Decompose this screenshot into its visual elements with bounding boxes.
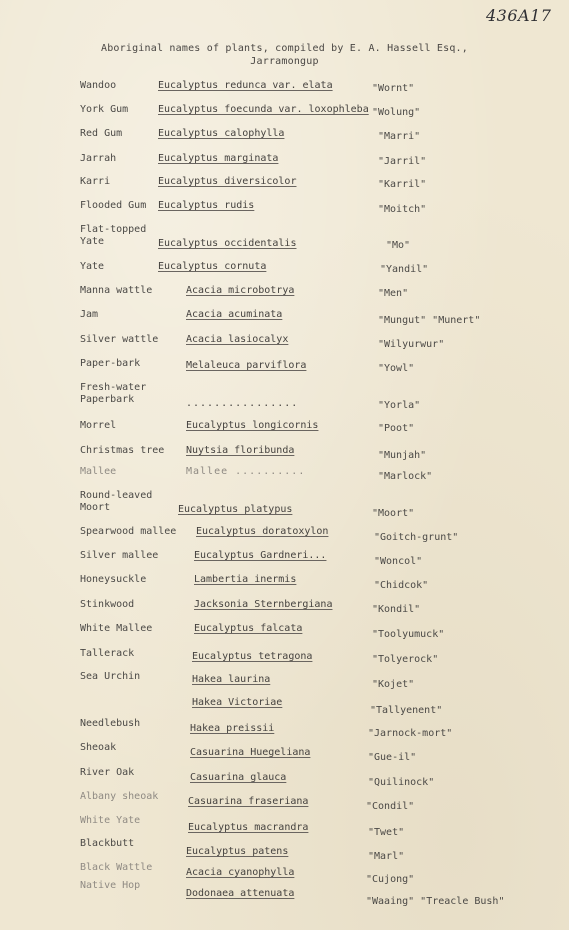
plant-row (0, 880, 569, 906)
common-name: Jarrah (80, 153, 117, 164)
common-name: Blackbutt (80, 838, 135, 849)
common-name: Black Wattle (80, 862, 153, 873)
aboriginal-name: "Munjah" (378, 450, 427, 461)
aboriginal-name: "Kojet" (372, 679, 415, 690)
aboriginal-name: "Woncol" (374, 556, 423, 567)
plant-row (0, 200, 569, 226)
botanical-name: Casuarina Huegeliana (190, 747, 311, 758)
common-name: Manna wattle (80, 285, 153, 296)
common-name: Flooded Gum (80, 200, 147, 211)
plant-row (0, 838, 569, 864)
botanical-name: Casuarina glauca (190, 772, 287, 783)
botanical-name: Hakea Victoriae (192, 697, 283, 708)
title-line-1: Aboriginal names of plants, compiled by E. A. Hassell Esq., (100, 43, 468, 54)
plant-row (0, 80, 569, 106)
aboriginal-name: "Jarril" (378, 156, 427, 167)
botanical-name: Nuytsia floribunda (186, 445, 295, 456)
plant-row (0, 671, 569, 697)
botanical-name: Acacia cyanophylla (186, 867, 295, 878)
aboriginal-name: "Chidcok" (374, 580, 429, 591)
aboriginal-name: "Marri" (378, 131, 421, 142)
plant-row (0, 490, 569, 522)
plant-row (0, 420, 569, 446)
botanical-name: Lambertia inermis (194, 574, 297, 585)
aboriginal-name: "Goitch-grunt" (374, 532, 459, 543)
botanical-name: Acacia microbotrya (186, 285, 295, 296)
common-name: Red Gum (80, 128, 123, 139)
common-name: Flat-topped Yate (80, 224, 147, 247)
common-name: Stinkwood (80, 599, 135, 610)
plant-row (0, 466, 569, 492)
aboriginal-name: "Waaing" "Treacle Bush" (366, 896, 505, 907)
aboriginal-name: "Tolyerock" (372, 654, 439, 665)
aboriginal-name: "Wolung" (372, 107, 421, 118)
common-name: Sea Urchin (80, 671, 141, 682)
common-name: River Oak (80, 767, 135, 778)
plant-row (0, 334, 569, 360)
plant-row (0, 574, 569, 600)
title-line-2: Jarramongup (250, 56, 319, 67)
plant-row (0, 599, 569, 625)
aboriginal-name: "Toolyumuck" (372, 629, 445, 640)
aboriginal-name: "Wilyurwur" (378, 339, 445, 350)
plant-row (0, 623, 569, 649)
common-name: Yate (80, 261, 105, 272)
common-name: Wandoo (80, 80, 117, 91)
botanical-name: Eucalyptus marginata (158, 153, 279, 164)
aboriginal-name: "Twet" (368, 827, 405, 838)
aboriginal-name: "Quilinock" (368, 777, 435, 788)
aboriginal-name: "Yorla" (378, 400, 421, 411)
botanical-name: Eucalyptus occidentalis (158, 238, 297, 249)
archive-reference-number: 436A17 (486, 6, 552, 25)
plant-row (0, 285, 569, 311)
botanical-name: Eucalyptus doratoxylon (196, 526, 329, 537)
aboriginal-name: "Marlock" (378, 471, 433, 482)
aboriginal-name: "Yowl" (378, 363, 415, 374)
botanical-name: Mallee .......... (186, 466, 306, 477)
aboriginal-name: "Cujong" (366, 874, 415, 885)
common-name: Jam (80, 309, 99, 320)
aboriginal-name: "Wornt" (372, 83, 415, 94)
plant-row (0, 128, 569, 154)
aboriginal-name: "Moort" (372, 508, 415, 519)
aboriginal-name: "Mo" (386, 240, 411, 251)
aboriginal-name: "Condil" (366, 801, 415, 812)
botanical-name: Eucalyptus patens (186, 846, 289, 857)
aboriginal-name: "Gue-il" (368, 752, 417, 763)
common-name: Native Hop (80, 880, 141, 891)
plant-row (0, 224, 569, 258)
plant-row (0, 718, 569, 744)
common-name: York Gum (80, 104, 129, 115)
botanical-name: Jacksonia Sternbergiana (194, 599, 333, 610)
botanical-name: Acacia acuminata (186, 309, 283, 320)
common-name: Honeysuckle (80, 574, 147, 585)
common-name: Paper-bark (80, 358, 141, 369)
common-name: Silver wattle (80, 334, 159, 345)
common-name: Tallerack (80, 648, 135, 659)
botanical-name: Eucalyptus calophylla (158, 128, 285, 139)
botanical-name: Dodonaea attenuata (186, 888, 295, 899)
botanical-name: Eucalyptus foecunda var. loxophleba (158, 104, 369, 115)
aboriginal-name: "Yandil" (380, 264, 429, 275)
common-name: Mallee (80, 466, 117, 477)
plant-row (0, 176, 569, 202)
plant-row (0, 767, 569, 793)
plant-row (0, 104, 569, 130)
botanical-name: Eucalyptus rudis (158, 200, 255, 211)
aboriginal-name: "Marl" (368, 851, 405, 862)
common-name: Fresh-water Paperbark (80, 382, 147, 405)
common-name: Morrel (80, 420, 117, 431)
common-name: White Yate (80, 815, 141, 826)
botanical-name: Eucalyptus falcata (194, 623, 303, 634)
plant-row (0, 526, 569, 552)
botanical-name: Eucalyptus redunca var. elata (158, 80, 333, 91)
plant-row (0, 382, 569, 414)
botanical-name: Eucalyptus Gardneri... (194, 550, 327, 561)
common-name: Christmas tree (80, 445, 165, 456)
botanical-name: Acacia lasiocalyx (186, 334, 289, 345)
botanical-name: Melaleuca parviflora (186, 360, 307, 371)
common-name: Spearwood mallee (80, 526, 177, 537)
botanical-name: Casuarina fraseriana (188, 796, 309, 807)
common-name: Needlebush (80, 718, 141, 729)
plant-row (0, 261, 569, 287)
common-name: Karri (80, 176, 111, 187)
botanical-name: Eucalyptus tetragona (192, 651, 313, 662)
common-name: Silver mallee (80, 550, 159, 561)
plant-row (0, 742, 569, 768)
botanical-name: Eucalyptus platypus (178, 504, 293, 515)
plant-row (0, 358, 569, 384)
aboriginal-name: "Men" (378, 288, 409, 299)
plant-row (0, 309, 569, 335)
botanical-name: Eucalyptus longicornis (186, 420, 319, 431)
botanical-name: Hakea preissii (190, 723, 275, 734)
botanical-name: Eucalyptus macrandra (188, 822, 309, 833)
common-name: White Mallee (80, 623, 153, 634)
common-name: Round-leaved Moort (80, 490, 153, 513)
aboriginal-name: "Jarnock-mort" (368, 728, 453, 739)
botanical-name-missing: ................ (186, 398, 299, 409)
aboriginal-name: "Karril" (378, 179, 427, 190)
botanical-name: Eucalyptus diversicolor (158, 176, 297, 187)
plant-row (0, 791, 569, 817)
aboriginal-name: "Tallyenent" (370, 705, 443, 716)
common-name: Albany sheoak (80, 791, 159, 802)
botanical-name: Hakea laurina (192, 674, 271, 685)
aboriginal-name: "Poot" (378, 423, 415, 434)
common-name: Sheoak (80, 742, 117, 753)
botanical-name: Eucalyptus cornuta (158, 261, 267, 272)
plant-row (0, 550, 569, 576)
aboriginal-name: "Moitch" (378, 204, 427, 215)
aboriginal-name: "Mungut" "Munert" (378, 315, 481, 326)
aboriginal-name: "Kondil" (372, 604, 421, 615)
